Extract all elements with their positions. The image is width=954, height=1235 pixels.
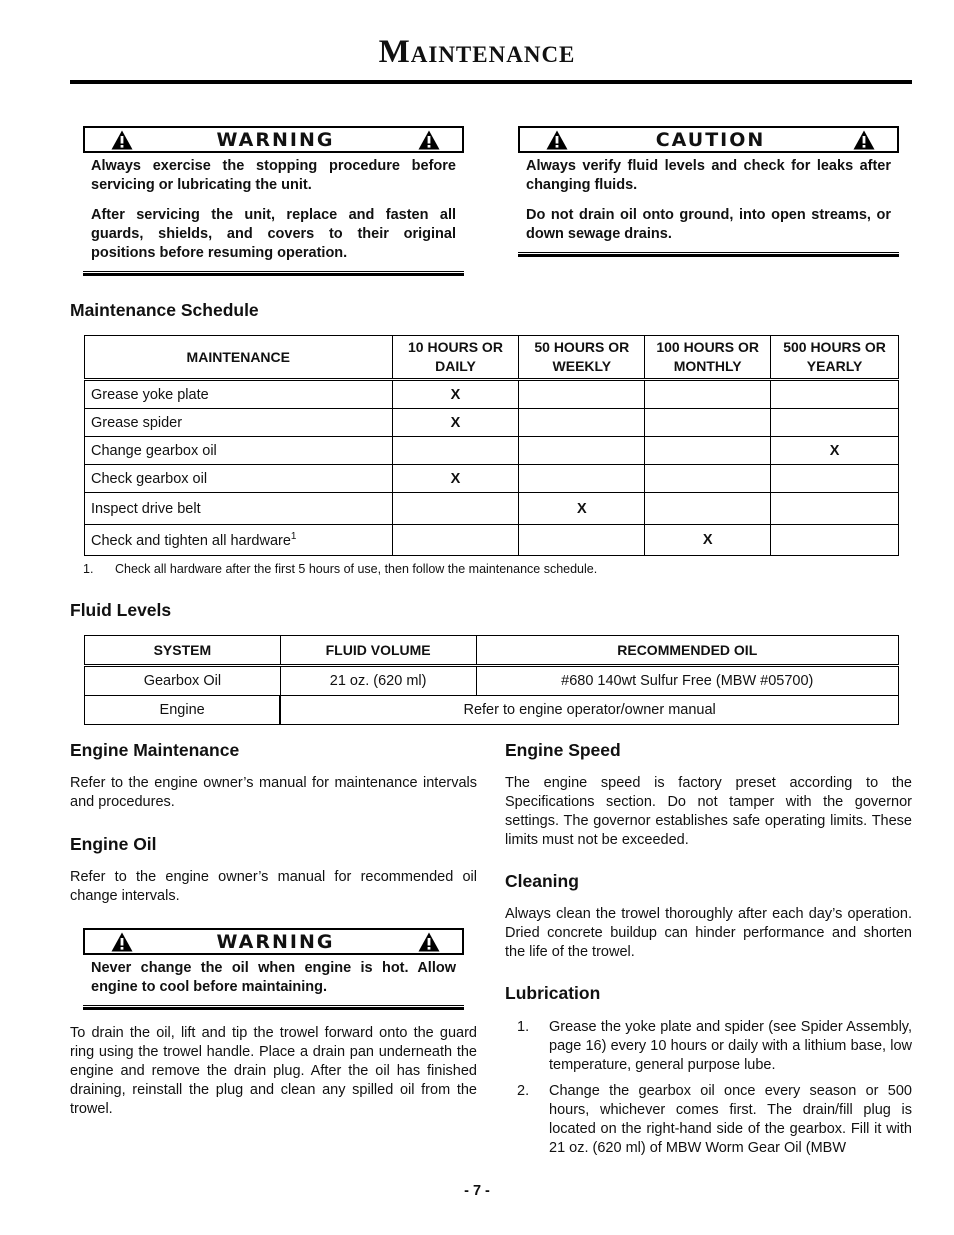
mark-cell [519,525,645,556]
mark-cell: X [519,493,645,525]
caution-triangle-icon [853,130,875,150]
table-row [85,437,899,465]
warning-triangle-icon [111,932,133,952]
system-cell: Engine [85,696,281,725]
list-number: 2. [517,1083,530,1099]
list-text: Change the gearbox oil once every season or 500 hours, whichever comes first. The drain/fill plug is located on the right-hand side of the gearbox. Fill it with 21 oz. (620 ml) of MBW Worm Gear Oil (MBW [549,1083,912,1156]
list-item [505,1018,912,1075]
column-header: MAINTENANCE [85,336,393,380]
column-header: 50 HOURS OR WEEKLY [519,336,645,380]
engine-maintenance-heading: Engine Maintenance [70,740,240,760]
cleaning-text: Always clean the trowel thoroughly after each day’s operation. Dried concrete buildup can hinder performance and shorten the life of the trowel. [505,906,912,960]
mark-cell [392,525,519,556]
oil-cell: #680 140wt Sulfur Free (MBW #05700) [476,666,898,696]
title-rule [70,80,912,84]
column-header: RECOMMENDED OIL [476,636,898,666]
table-row [85,465,899,493]
fluid-heading: Fluid Levels [70,600,172,620]
warning-box [83,126,464,276]
task-cell [85,525,393,556]
task-cell: Grease spider [85,409,393,437]
volume-cell: 21 oz. (620 ml) [280,666,476,696]
lubrication-list [505,1018,912,1165]
oil-cell: Refer to engine operator/owner manual [280,696,898,725]
mark-cell [645,380,771,409]
cleaning-heading: Cleaning [505,871,579,891]
system-cell: Gearbox Oil [85,666,281,696]
list-number: 1. [517,1019,530,1035]
page-number: - 7 - [464,1183,490,1199]
table-row [85,493,899,525]
engine-speed-text: The engine speed is factory preset according to the Specifications section. Do not tamper with the governor settings. The governor establishes safe operating limits. These limits must not be exceeded. [505,775,912,848]
column-header: 10 HOURS OR DAILY [392,336,519,380]
warning-label: WARNING [216,930,335,953]
task-cell: Inspect drive belt [85,493,393,525]
footnote-number: 1. [83,562,94,576]
warning-text: Never change the oil when engine is hot. Allow engine to cool before maintaining. [91,960,456,995]
mark-cell [519,465,645,493]
table-row [85,380,899,409]
mark-cell [519,409,645,437]
footnote-mark: 1 [290,531,297,543]
mark-cell [645,437,771,465]
task-cell: Check gearbox oil [85,465,393,493]
list-text: Grease the yoke plate and spider (see Spider Assembly, page 16) every 10 hours or daily with a lithium base, low temperature, general purpose lube. [549,1019,912,1073]
table-row [85,409,899,437]
engine-oil-text: Refer to the engine owner’s manual for recommended oil change intervals. [70,869,477,904]
mark-cell: X [392,380,519,409]
page-title: Maintenance [378,34,576,70]
column-header: 500 HOURS OR YEARLY [771,336,899,380]
oil-warning-box [83,928,464,1010]
mark-cell [392,493,519,525]
task-cell: Change gearbox oil [85,437,393,465]
warning-text: After servicing the unit, replace and fasten all guards, shields, and covers to their original positions before resuming operation. [91,207,456,261]
table-row [85,696,899,725]
footnote [83,562,598,576]
mark-cell [771,465,899,493]
mark-cell [519,380,645,409]
caution-text: Do not drain oil onto ground, into open streams, or down sewage drains. [526,207,891,242]
warning-triangle-icon [418,130,440,150]
lubrication-heading: Lubrication [505,983,601,1003]
task-cell: Grease yoke plate [85,380,393,409]
caution-label: CAUTION [655,128,766,151]
table-row [85,525,899,556]
schedule-table [84,335,899,556]
mark-cell [771,409,899,437]
mark-cell [771,380,899,409]
mark-cell: X [771,437,899,465]
engine-oil-heading: Engine Oil [70,834,157,854]
box-bottom-rule [83,1005,464,1010]
box-bottom-rule [83,271,464,276]
drain-oil-text: To drain the oil, lift and tip the trowel forward onto the guard ring using the trowel handle. Place a drain pan underneath the engine and remove the drain plug. After the oil has finished draining, reinstall the plug and clean any spilled oil from the trowel. [70,1025,477,1117]
list-item [505,1082,912,1158]
mark-cell [771,525,899,556]
table-row [85,666,899,696]
mark-cell [645,465,771,493]
caution-triangle-icon [546,130,568,150]
engine-speed-heading: Engine Speed [505,740,621,760]
caution-box [518,126,899,257]
fluid-table [84,635,899,725]
mark-cell [519,437,645,465]
warning-text: Always exercise the stopping procedure before servicing or lubricating the unit. [91,158,456,193]
mark-cell: X [392,409,519,437]
warning-label: WARNING [216,128,335,151]
mark-cell [645,409,771,437]
mark-cell [392,437,519,465]
column-header: SYSTEM [85,636,281,666]
engine-maintenance-text: Refer to the engine owner’s manual for maintenance intervals and procedures. [70,775,477,810]
mark-cell [645,493,771,525]
task-text: Check and tighten all hardware [91,532,291,549]
box-bottom-rule [518,252,899,257]
warning-triangle-icon [418,932,440,952]
mark-cell: X [645,525,771,556]
footnote-text: Check all hardware after the first 5 hours of use, then follow the maintenance schedule. [115,562,598,576]
column-header: FLUID VOLUME [280,636,476,666]
schedule-heading: Maintenance Schedule [70,300,259,320]
mark-cell [771,493,899,525]
caution-text: Always verify fluid levels and check for leaks after changing fluids. [526,158,891,193]
warning-triangle-icon [111,130,133,150]
column-header: 100 HOURS OR MONTHLY [645,336,771,380]
mark-cell: X [392,465,519,493]
